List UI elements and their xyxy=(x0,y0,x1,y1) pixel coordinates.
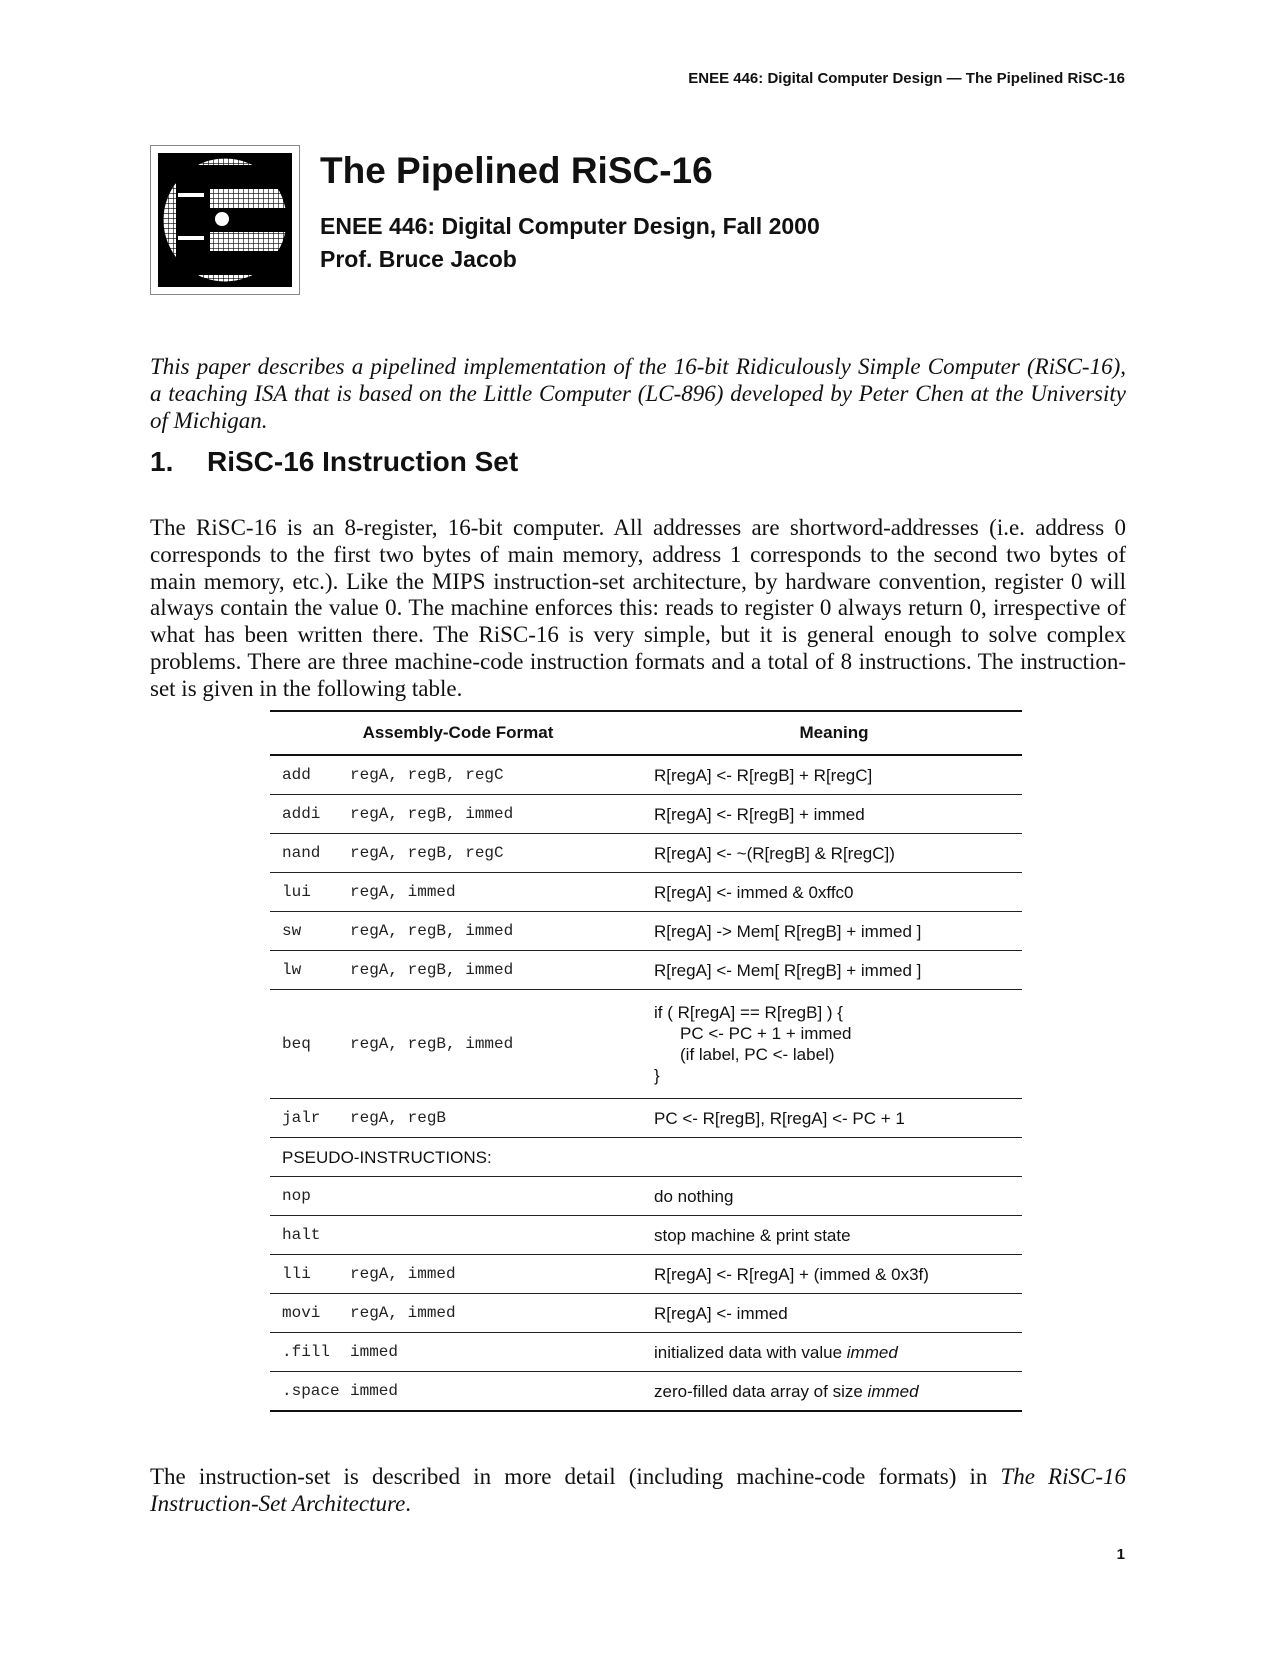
course-line: ENEE 446: Digital Computer Design, Fall 2000 xyxy=(320,213,820,239)
meaning-cell xyxy=(646,1333,1022,1372)
table-row xyxy=(270,1177,1022,1216)
reference-title: The RiSC-16 Instruction-Set Architecture xyxy=(150,1464,1126,1516)
table-row xyxy=(270,795,1022,834)
opcode-cell: .fill xyxy=(270,1333,350,1372)
meaning-text: zero-filled data array of size xyxy=(654,1381,868,1401)
meaning-cell: R[regA] <- R[regB] + immed xyxy=(646,795,1022,834)
beq-meaning-line: (if label, PC <- label) xyxy=(680,1045,835,1064)
closing-suffix: . xyxy=(405,1491,412,1516)
operands-cell xyxy=(350,1177,646,1216)
title-block xyxy=(320,148,820,276)
operands-cell: regA, regB, immed xyxy=(350,951,646,990)
closing-paragraph xyxy=(150,1463,1126,1517)
meaning-cell: R[regA] <- ~(R[regB] & R[regC]) xyxy=(646,834,1022,873)
operands-cell: regA, regB, immed xyxy=(350,990,646,1099)
meaning-emphasis: immed xyxy=(867,1381,919,1401)
abstract: This paper describes a pipelined implementation of the 16-bit Ridiculously Simple Computer (RiSC-16), a teaching ISA that is based on the Little Computer (LC-896) developed by Peter Chen at the University of Michigan. xyxy=(150,354,1126,433)
meaning-cell: R[regA] <- Mem[ R[regB] + immed ] xyxy=(646,951,1022,990)
table-row xyxy=(270,1372,1022,1412)
opcode-cell: sw xyxy=(270,912,350,951)
section-heading xyxy=(150,444,518,480)
section-title: RiSC-16 Instruction Set xyxy=(207,446,519,477)
opcode-cell: nand xyxy=(270,834,350,873)
closing-text: The instruction-set is described in more detail (including machine-code formats) in xyxy=(150,1464,1001,1489)
meaning-cell: R[regA] <- R[regB] + R[regC] xyxy=(646,755,1022,795)
opcode-cell: add xyxy=(270,755,350,795)
beq-meaning-line: PC <- PC + 1 + immed xyxy=(680,1024,852,1043)
enee-logo xyxy=(150,145,300,295)
page-number: 1 xyxy=(1116,1546,1125,1563)
table-row xyxy=(270,912,1022,951)
operands-cell: regA, immed xyxy=(350,873,646,912)
table-row xyxy=(270,1333,1022,1372)
meaning-cell: R[regA] <- immed & 0xffc0 xyxy=(646,873,1022,912)
table-row xyxy=(270,1294,1022,1333)
beq-meaning-line: } xyxy=(654,1066,660,1085)
opcode-cell: halt xyxy=(270,1216,350,1255)
column-header-meaning: Meaning xyxy=(646,711,1022,755)
operands-cell: immed xyxy=(350,1333,646,1372)
meaning-cell: stop machine & print state xyxy=(646,1216,1022,1255)
table-row xyxy=(270,755,1022,795)
table-row-pseudo-label xyxy=(270,1138,1022,1177)
section-number: 1. xyxy=(150,446,174,477)
opcode-cell: lui xyxy=(270,873,350,912)
operands-cell xyxy=(350,1216,646,1255)
table-row xyxy=(270,873,1022,912)
meaning-cell: R[regA] -> Mem[ R[regB] + immed ] xyxy=(646,912,1022,951)
table-header-row xyxy=(270,711,1022,755)
enee-e-logo-icon xyxy=(158,153,292,287)
opcode-cell: beq xyxy=(270,990,350,1099)
meaning-cell xyxy=(646,1372,1022,1412)
meaning-cell xyxy=(646,990,1022,1099)
beq-meaning-line: if ( R[regA] == R[regB] ) { xyxy=(654,1003,843,1022)
opcode-cell: jalr xyxy=(270,1099,350,1138)
opcode-cell: lw xyxy=(270,951,350,990)
opcode-cell: .space xyxy=(270,1372,350,1412)
operands-cell: immed xyxy=(350,1372,646,1412)
meaning-cell: PC <- R[regB], R[regA] <- PC + 1 xyxy=(646,1099,1022,1138)
operands-cell: regA, regB, immed xyxy=(350,912,646,951)
operands-cell: regA, regB xyxy=(350,1099,646,1138)
meaning-cell: do nothing xyxy=(646,1177,1022,1216)
meaning-cell: R[regA] <- R[regA] + (immed & 0x3f) xyxy=(646,1255,1022,1294)
meaning-cell: R[regA] <- immed xyxy=(646,1294,1022,1333)
table-row xyxy=(270,1255,1022,1294)
page-title: The Pipelined RiSC-16 xyxy=(320,150,713,191)
opcode-cell: addi xyxy=(270,795,350,834)
body-paragraph: The RiSC-16 is an 8-register, 16-bit computer. All addresses are shortword-addresses (i.e. address 0 corresponds to the first two bytes of main memory, address 1 corresponds to the second two bytes of main memory, etc.). Like the MIPS instruction-set architecture, by hardware convention, register 0 will always contain the value 0. The machine enforces this: reads to register 0 always return 0, irrespective of what has been written there. The RiSC-16 is very simple, but it is general enough to solve complex problems. There are three machine-code instruction formats and a total of 8 instructions. The instruction-set is given in the following table. xyxy=(150,515,1126,701)
opcode-cell: nop xyxy=(270,1177,350,1216)
table-row xyxy=(270,1099,1022,1138)
table-row xyxy=(270,834,1022,873)
table-row xyxy=(270,951,1022,990)
opcode-cell: movi xyxy=(270,1294,350,1333)
running-header: ENEE 446: Digital Computer Design — The Pipelined RiSC-16 xyxy=(688,70,1125,87)
operands-cell: regA, immed xyxy=(350,1294,646,1333)
table-row xyxy=(270,990,1022,1099)
operands-cell: regA, regB, regC xyxy=(350,755,646,795)
table-row xyxy=(270,1216,1022,1255)
opcode-cell: lli xyxy=(270,1255,350,1294)
pseudo-instructions-label: PSEUDO-INSTRUCTIONS: xyxy=(270,1138,1022,1177)
operands-cell: regA, immed xyxy=(350,1255,646,1294)
column-header-format: Assembly-Code Format xyxy=(270,711,646,755)
operands-cell: regA, regB, immed xyxy=(350,795,646,834)
operands-cell: regA, regB, regC xyxy=(350,834,646,873)
author-line: Prof. Bruce Jacob xyxy=(320,246,517,272)
instruction-set-table xyxy=(270,710,1022,1412)
meaning-emphasis: immed xyxy=(846,1342,898,1362)
meaning-text: initialized data with value xyxy=(654,1342,847,1362)
